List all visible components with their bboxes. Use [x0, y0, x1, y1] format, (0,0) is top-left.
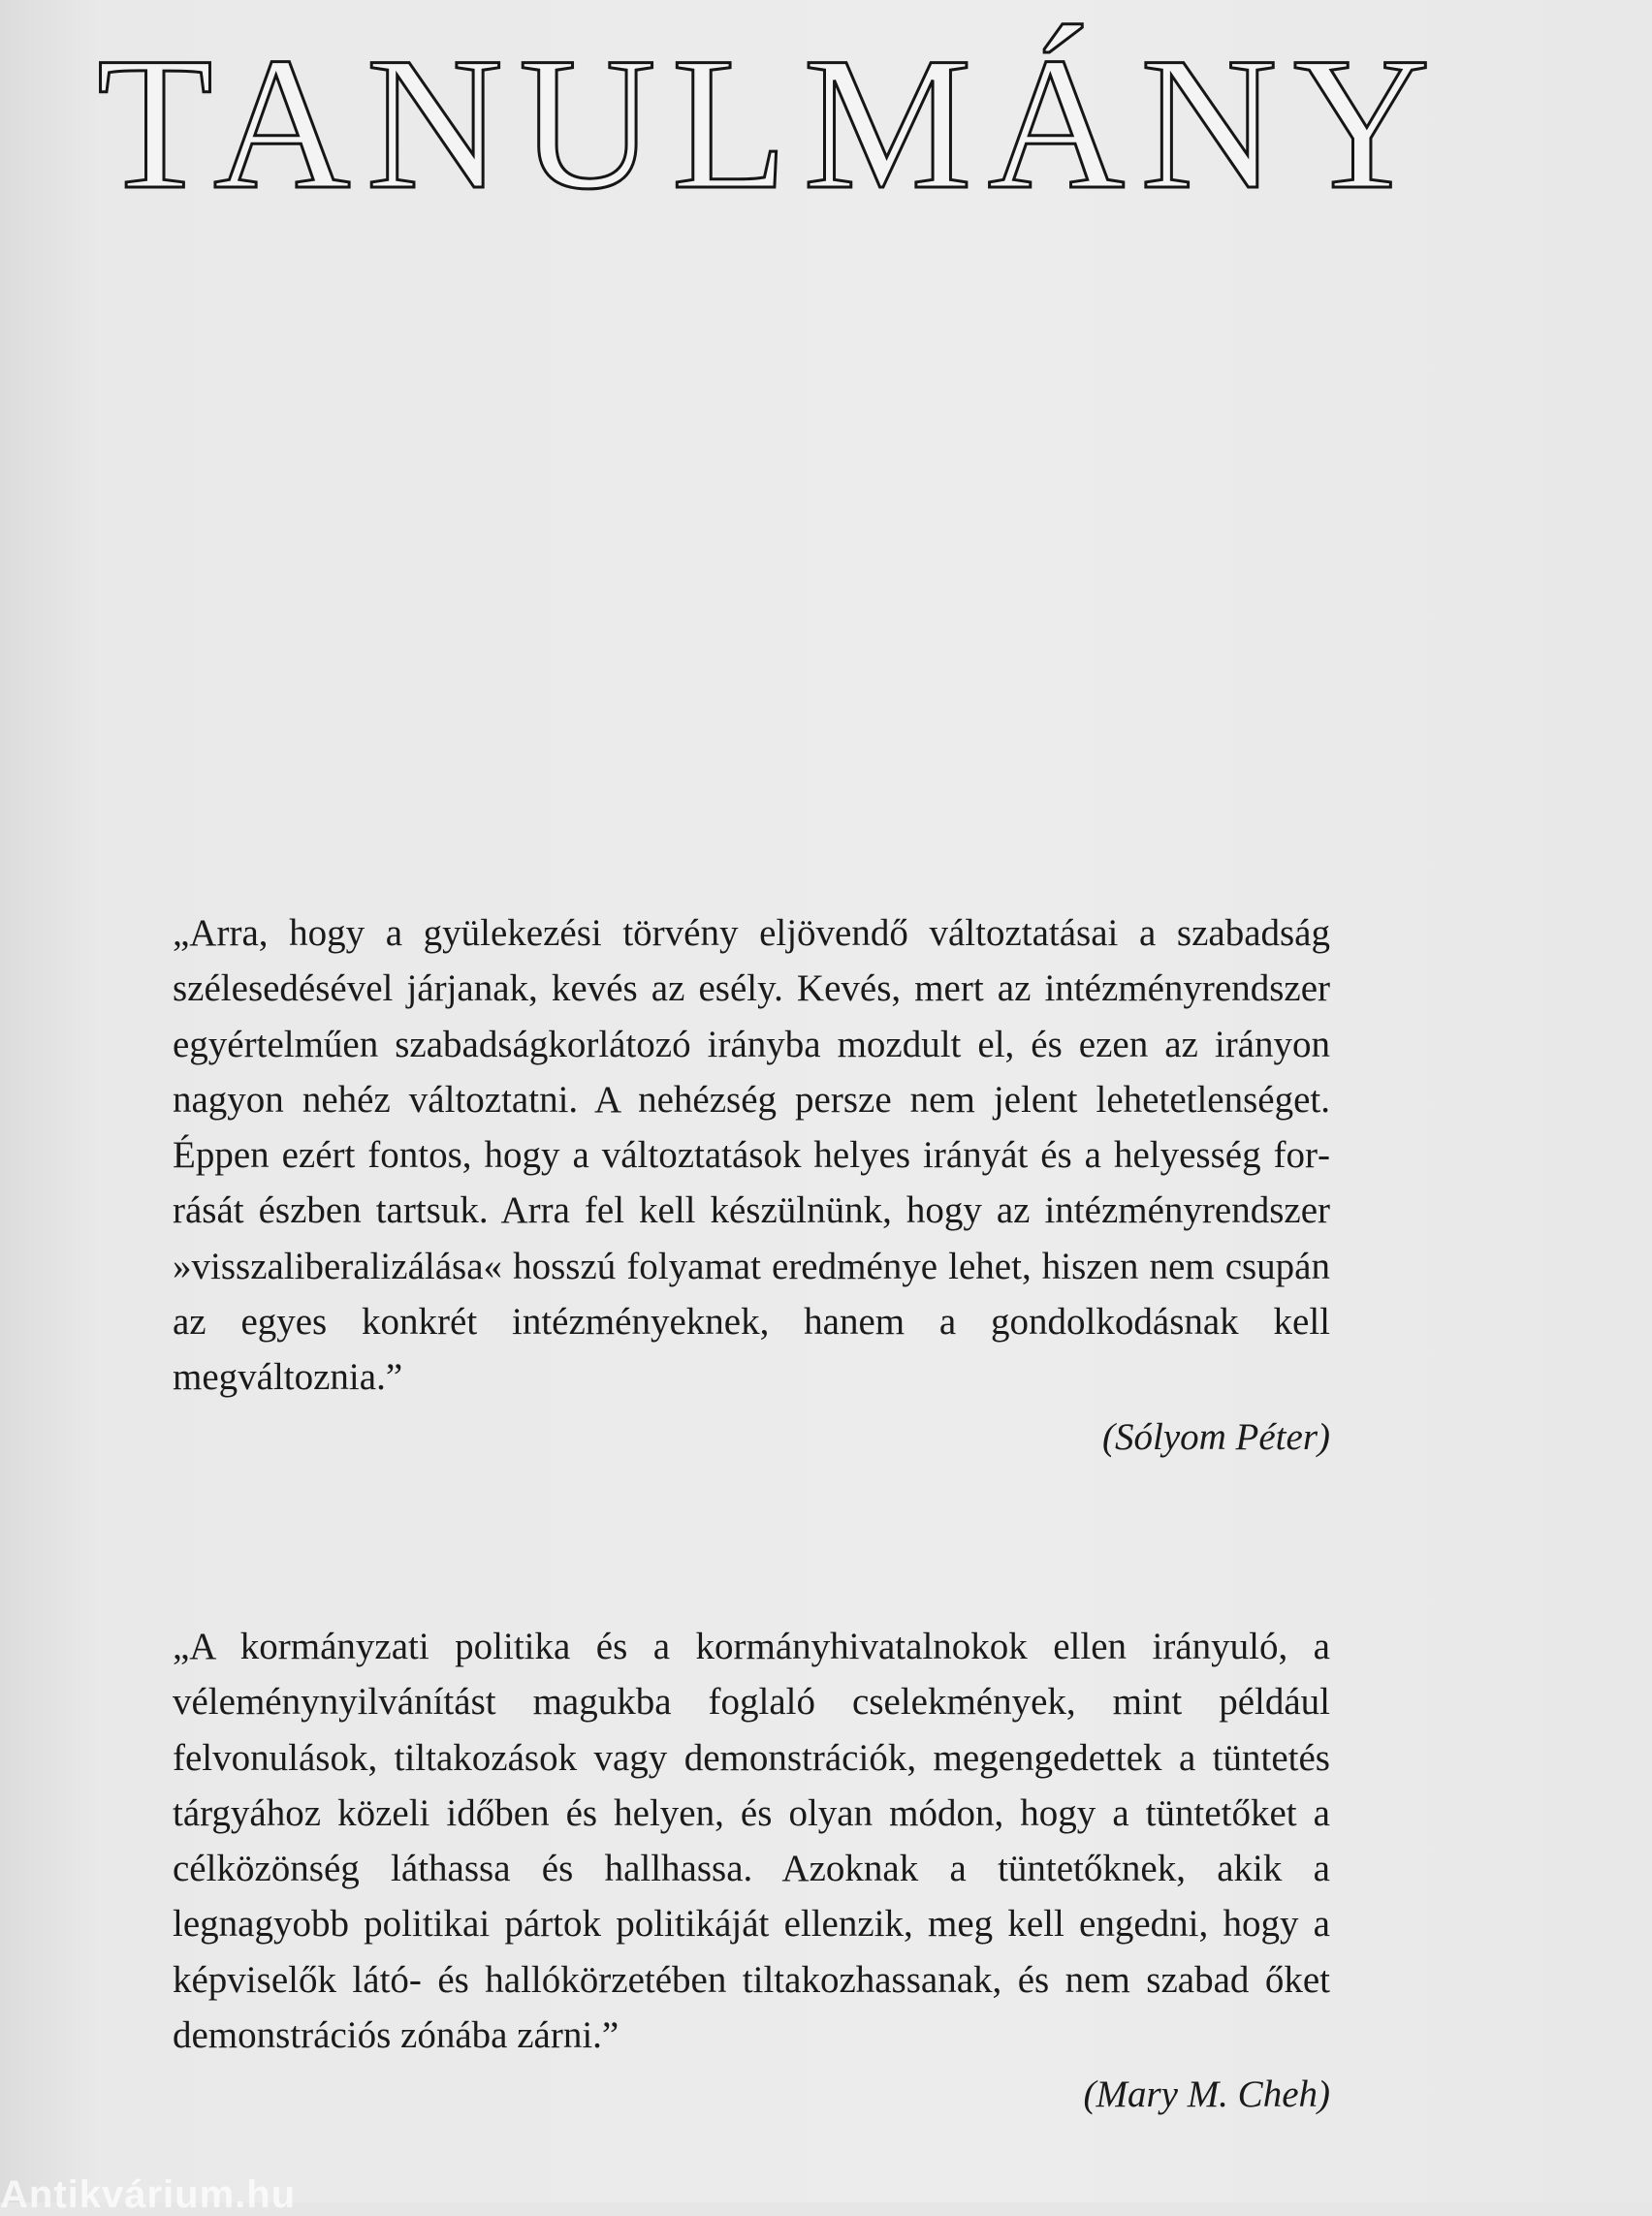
quote-text: „A kormányzati politika és a kormányhivatalnokok ellen irányuló, a véleménynyilvánítást magukba foglaló cselekmények, mint például felvonulások, tiltakozások vagy demonstrációk, megengedettek a tüntetés tárgyához közeli időben és helyen, és olyan módon, hogy a tüntetőket a célközönség láthassa és hallhassa. Azoknak a tüntetőknek, akik a legnagyobb politikai pártok politikáját ellenzik, meg kell engedni, hogy a képviselők látó- és hallókörzetében tiltakozhassanak, és nem szabad őket demonstrációs zónába zárni.”	[173, 1626, 1330, 2057]
quote-block	[173, 1619, 1330, 2123]
quote-block	[173, 905, 1330, 1465]
page-title: TANULMÁNY	[97, 18, 1446, 229]
quote-author: (Mary M. Cheh)	[1083, 2074, 1330, 2116]
quote-text: „Arra, hogy a gyülekezési törvény eljövendő változtatásai a szabadság szélesedésével járjanak, kevés az esély. Kevés, mert az intézményrendszer egyértelműen szabadságkorlátozó irányba mozdult el, és ezen az irányon nagyon nehéz változtatni. A nehézség persze nem jelent lehetetlenséget. Éppen ezért fontos, hogy a változtatások helyes irányát és a helyesség forrását észben tartsuk. Arra fel kell készülnünk, hogy az intézményrendszer »visszaliberalizálása« hosszú folyamat eredménye lehet, hiszen nem csupán az egyes konkrét intézményeknek, hanem a gondolkodásnak kell megváltoznia.”	[173, 912, 1330, 1399]
watermark: Antikvárium.hu	[0, 2173, 297, 2216]
quote-author: (Sólyom Péter)	[1102, 1415, 1330, 1458]
